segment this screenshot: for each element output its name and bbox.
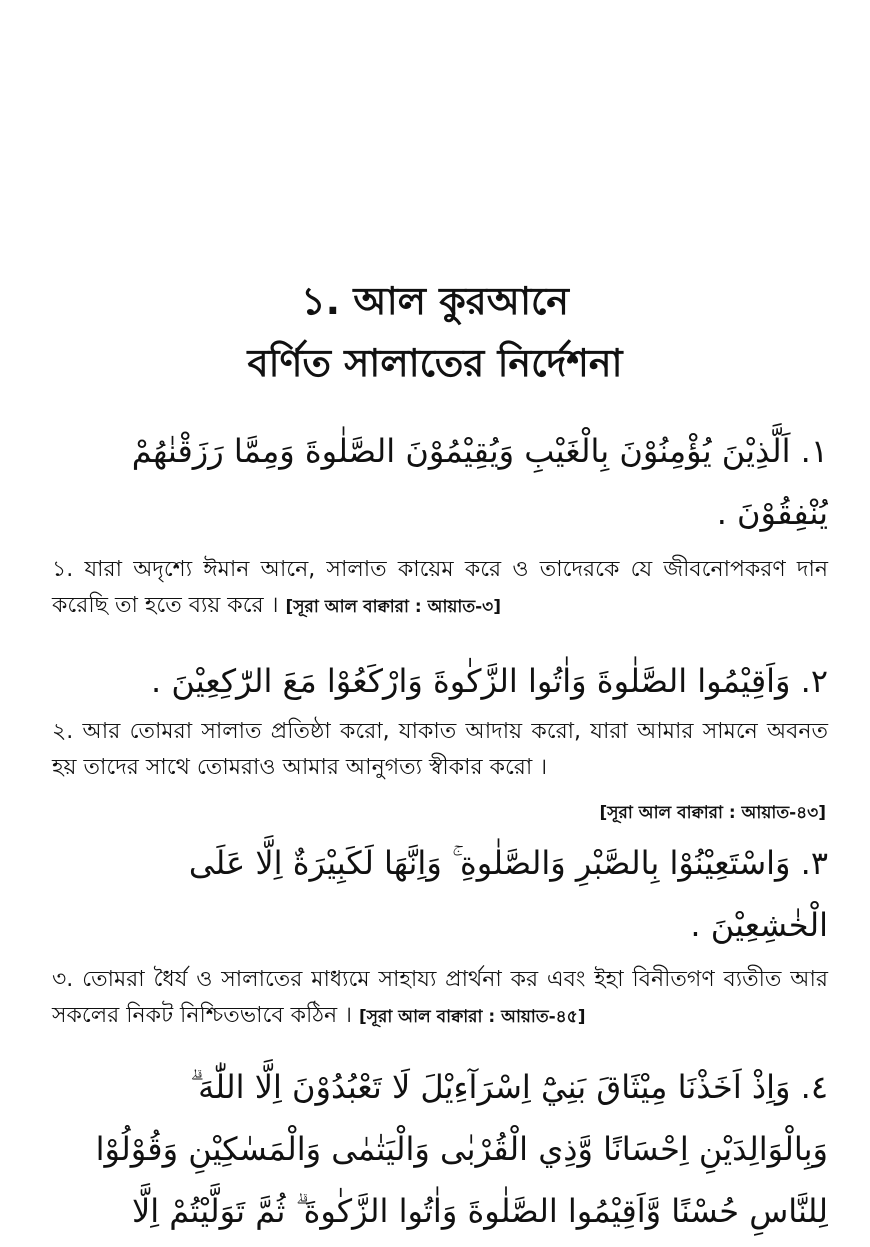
arabic-line: لِلنَّاسِ حُسْنًا وَّاَقِيْمُوا الصَّلٰوةَ وَاٰتُوا الزَّكٰوةَ ۗ ثُمَّ تَوَلَّيْتُمْ اِلَّا	[131, 1192, 828, 1230]
arabic-verse-2	[40, 650, 828, 712]
arabic-line: ١. اَلَّذِيْنَ يُؤْمِنُوْنَ بِالْغَيْبِ وَيُقِيْمُوْنَ الصَّلٰوةَ وَمِمَّا رَزَقْنٰهُمْ	[131, 432, 828, 470]
arabic-verse-4	[40, 1056, 828, 1242]
arabic-line: يُنْفِقُوْنَ .	[716, 494, 828, 532]
translation-text: ১. যারা অদৃশ্যে ঈমান আনে, সালাত কায়েম করে ও তাদেরকে যে জীবনোপকরণ দান করেছি তা হতে ব্যয় করে ।	[52, 557, 828, 618]
surah-reference: [সূরা আল বাক্বারা : আয়াত-৩]	[285, 597, 501, 617]
chapter-title-line-1: ১. আল কুরআনে	[301, 279, 569, 323]
arabic-line: ٣. وَاسْتَعِيْنُوْا بِالصَّبْرِ وَالصَّلٰوةِ ۚ وَاِنَّهَا لَكَبِيْرَةٌ اِلَّا عَلَى	[188, 844, 828, 882]
arabic-verse-3	[40, 832, 828, 956]
arabic-line: ٤. وَاِذْ اَخَذْنَا مِيْثَاقَ بَنِيْٓ اِسْرَآءِيْلَ لَا تَعْبُدُوْنَ اِلَّا اللّٰهَ ۗ	[190, 1068, 828, 1106]
surah-reference: [সূরা আল বাক্বারা : আয়াত-৪৩]	[599, 803, 826, 823]
chapter-title-line-2: বর্ণিত সালাতের নির্দেশনা	[247, 341, 623, 385]
bangla-translation-3	[52, 962, 828, 1035]
arabic-line: وَبِالْوَالِدَيْنِ اِحْسَانًا وَّذِي الْقُرْبٰى وَالْيَتٰمٰى وَالْمَسٰكِيْنِ وَقُوْلُوْا	[95, 1130, 828, 1168]
arabic-verse-1	[40, 420, 828, 544]
arabic-line: الْخٰشِعِيْنَ .	[690, 906, 828, 944]
translation-text: ২. আর তোমরা সালাত প্রতিষ্ঠা করো, যাকাত আদায় করো, যারা আমার সামনে অবনত হয় তাদের সাথে তোমরাও আমার আনুগত্য স্বীকার করো ।	[52, 719, 828, 780]
bangla-translation-1	[52, 552, 828, 625]
arabic-line: ٢. وَاَقِيْمُوا الصَّلٰوةَ وَاٰتُوا الزَّكٰوةَ وَارْكَعُوْا مَعَ الرّٰكِعِيْنَ .	[151, 662, 828, 700]
bangla-translation-2	[52, 714, 828, 786]
surah-reference: [সূরা আল বাক্বারা : আয়াত-৪৫]	[359, 1007, 586, 1027]
chapter-title	[0, 270, 870, 394]
translation-text: ৩. তোমরা ধৈর্য ও সালাতের মাধ্যমে সাহায্য প্রার্থনা কর এবং ইহা বিনীতগণ ব্যতীত আর সকলের নিকট নিশ্চিতভাবে কঠিন ।	[52, 967, 828, 1028]
